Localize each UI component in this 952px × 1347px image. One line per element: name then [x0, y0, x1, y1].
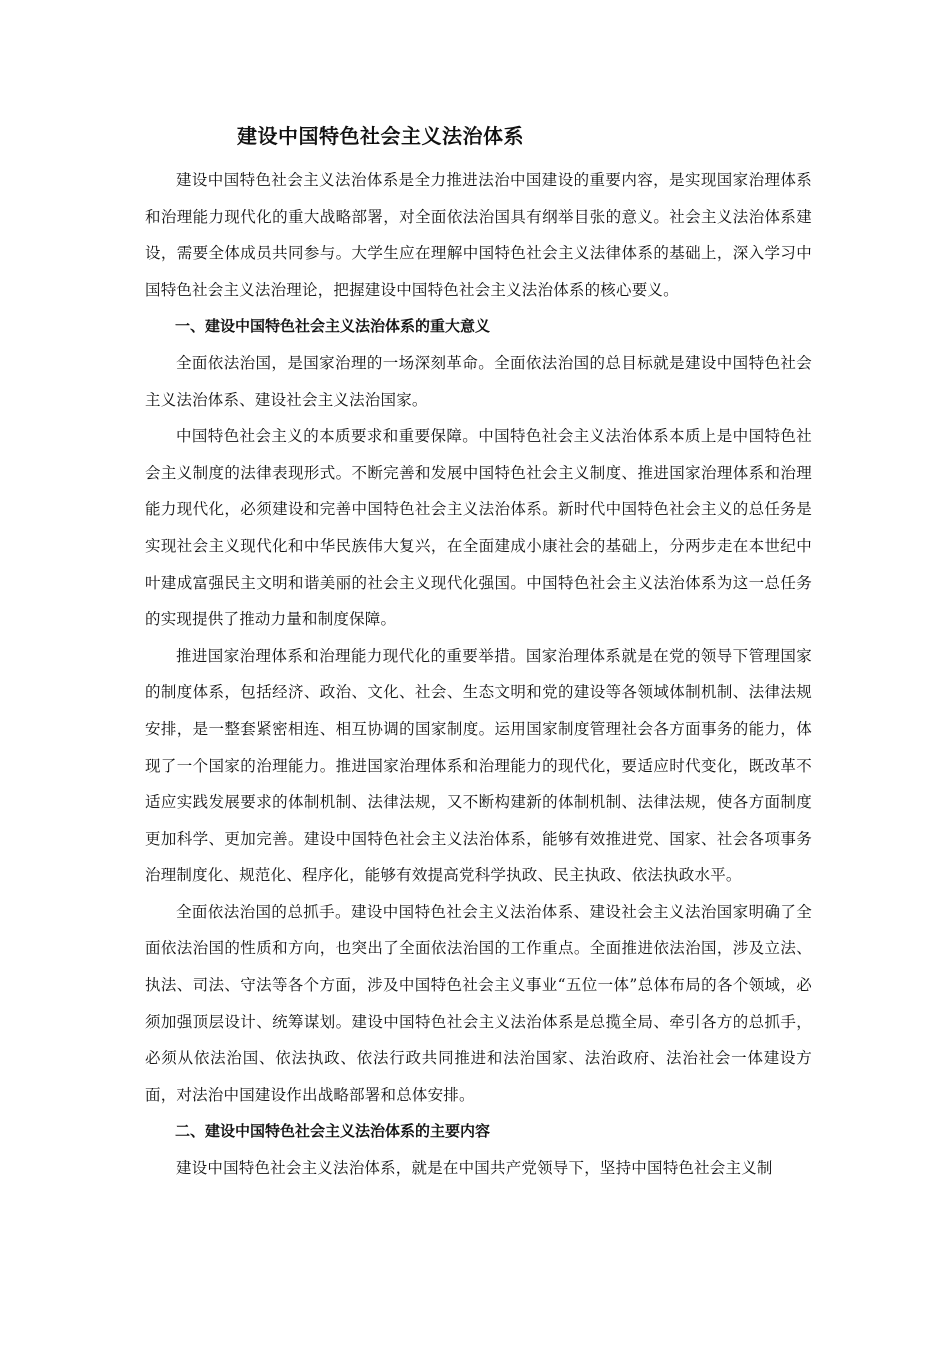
section-1-paragraph: 推进国家治理体系和治理能力现代化的重要举措。国家治理体系就是在党的领导下管理国家的制度体系，包括经济、政治、文化、社会、生态文明和党的建设等各领域体制机制、法律法规安排，是一整套紧密相连、相互协调的国家制度。运用国家制度管理社会各方面事务的能力，体现了一个国家的治理能力。推进国家治理体系和治理能力的现代化，要适应时代变化，既改革不适应实践发展要求的体制机制、法律法规，又不断构建新的体制机制、法律法规，使各方面制度更加科学、更加完善。建设中国特色社会主义法治体系，能够有效推进党、国家、社会各项事务治理制度化、规范化、程序化，能够有效提高党科学执政、民主执政、依法执政水平。	[145, 646, 812, 885]
section-1-paragraph: 全面依法治国，是国家治理的一场深刻革命。全面依法治国的总目标就是建设中国特色社会主义法治体系、建设社会主义法治国家。	[145, 353, 812, 409]
section-1-heading: 一、建设中国特色社会主义法治体系的重大意义	[175, 317, 491, 336]
section-1-paragraph: 中国特色社会主义的本质要求和重要保障。中国特色社会主义法治体系本质上是中国特色社会主义制度的法律表现形式。不断完善和发展中国特色社会主义制度、推进国家治理体系和治理能力现代化，必须建设和完善中国特色社会主义法治体系。新时代中国特色社会主义的总任务是实现社会主义现代化和中华民族伟大复兴，在全面建成小康社会的基础上，分两步走在本世纪中叶建成富强民主文明和谐美丽的社会主义现代化强国。中国特色社会主义法治体系为这一总任务的实现提供了推动力量和制度保障。	[145, 427, 812, 629]
document-body	[145, 118, 812, 1187]
document-title: 建设中国特色社会主义法治体系	[237, 124, 524, 148]
section-1-paragraph: 全面依法治国的总抓手。建设中国特色社会主义法治体系、建设社会主义法治国家明确了全面依法治国的性质和方向，也突出了全面依法治国的工作重点。全面推进依法治国，涉及立法、执法、司法、守法等各个方面，涉及中国特色社会主义事业“五位一体”总体布局的各个领域，必须加强顶层设计、统筹谋划。建设中国特色社会主义法治体系是总揽全局、牵引各方的总抓手，必须从依法治国、依法执政、依法行政共同推进和法治国家、法治政府、法治社会一体建设方面，对法治中国建设作出战略部署和总体安排。	[145, 902, 812, 1104]
intro-paragraph: 建设中国特色社会主义法治体系是全力推进法治中国建设的重要内容，是实现国家治理体系和治理能力现代化的重大战略部署，对全面依法治国具有纲举目张的意义。社会主义法治体系建设，需要全体成员共同参与。大学生应在理解中国特色社会主义法律体系的基础上，深入学习中国特色社会主义法治理论，把握建设中国特色社会主义法治体系的核心要义。	[145, 171, 812, 299]
section-2-paragraph: 建设中国特色社会主义法治体系，就是在中国共产党领导下，坚持中国特色社会主义制	[176, 1159, 773, 1178]
section-2-heading: 二、建设中国特色社会主义法治体系的主要内容	[175, 1122, 491, 1141]
